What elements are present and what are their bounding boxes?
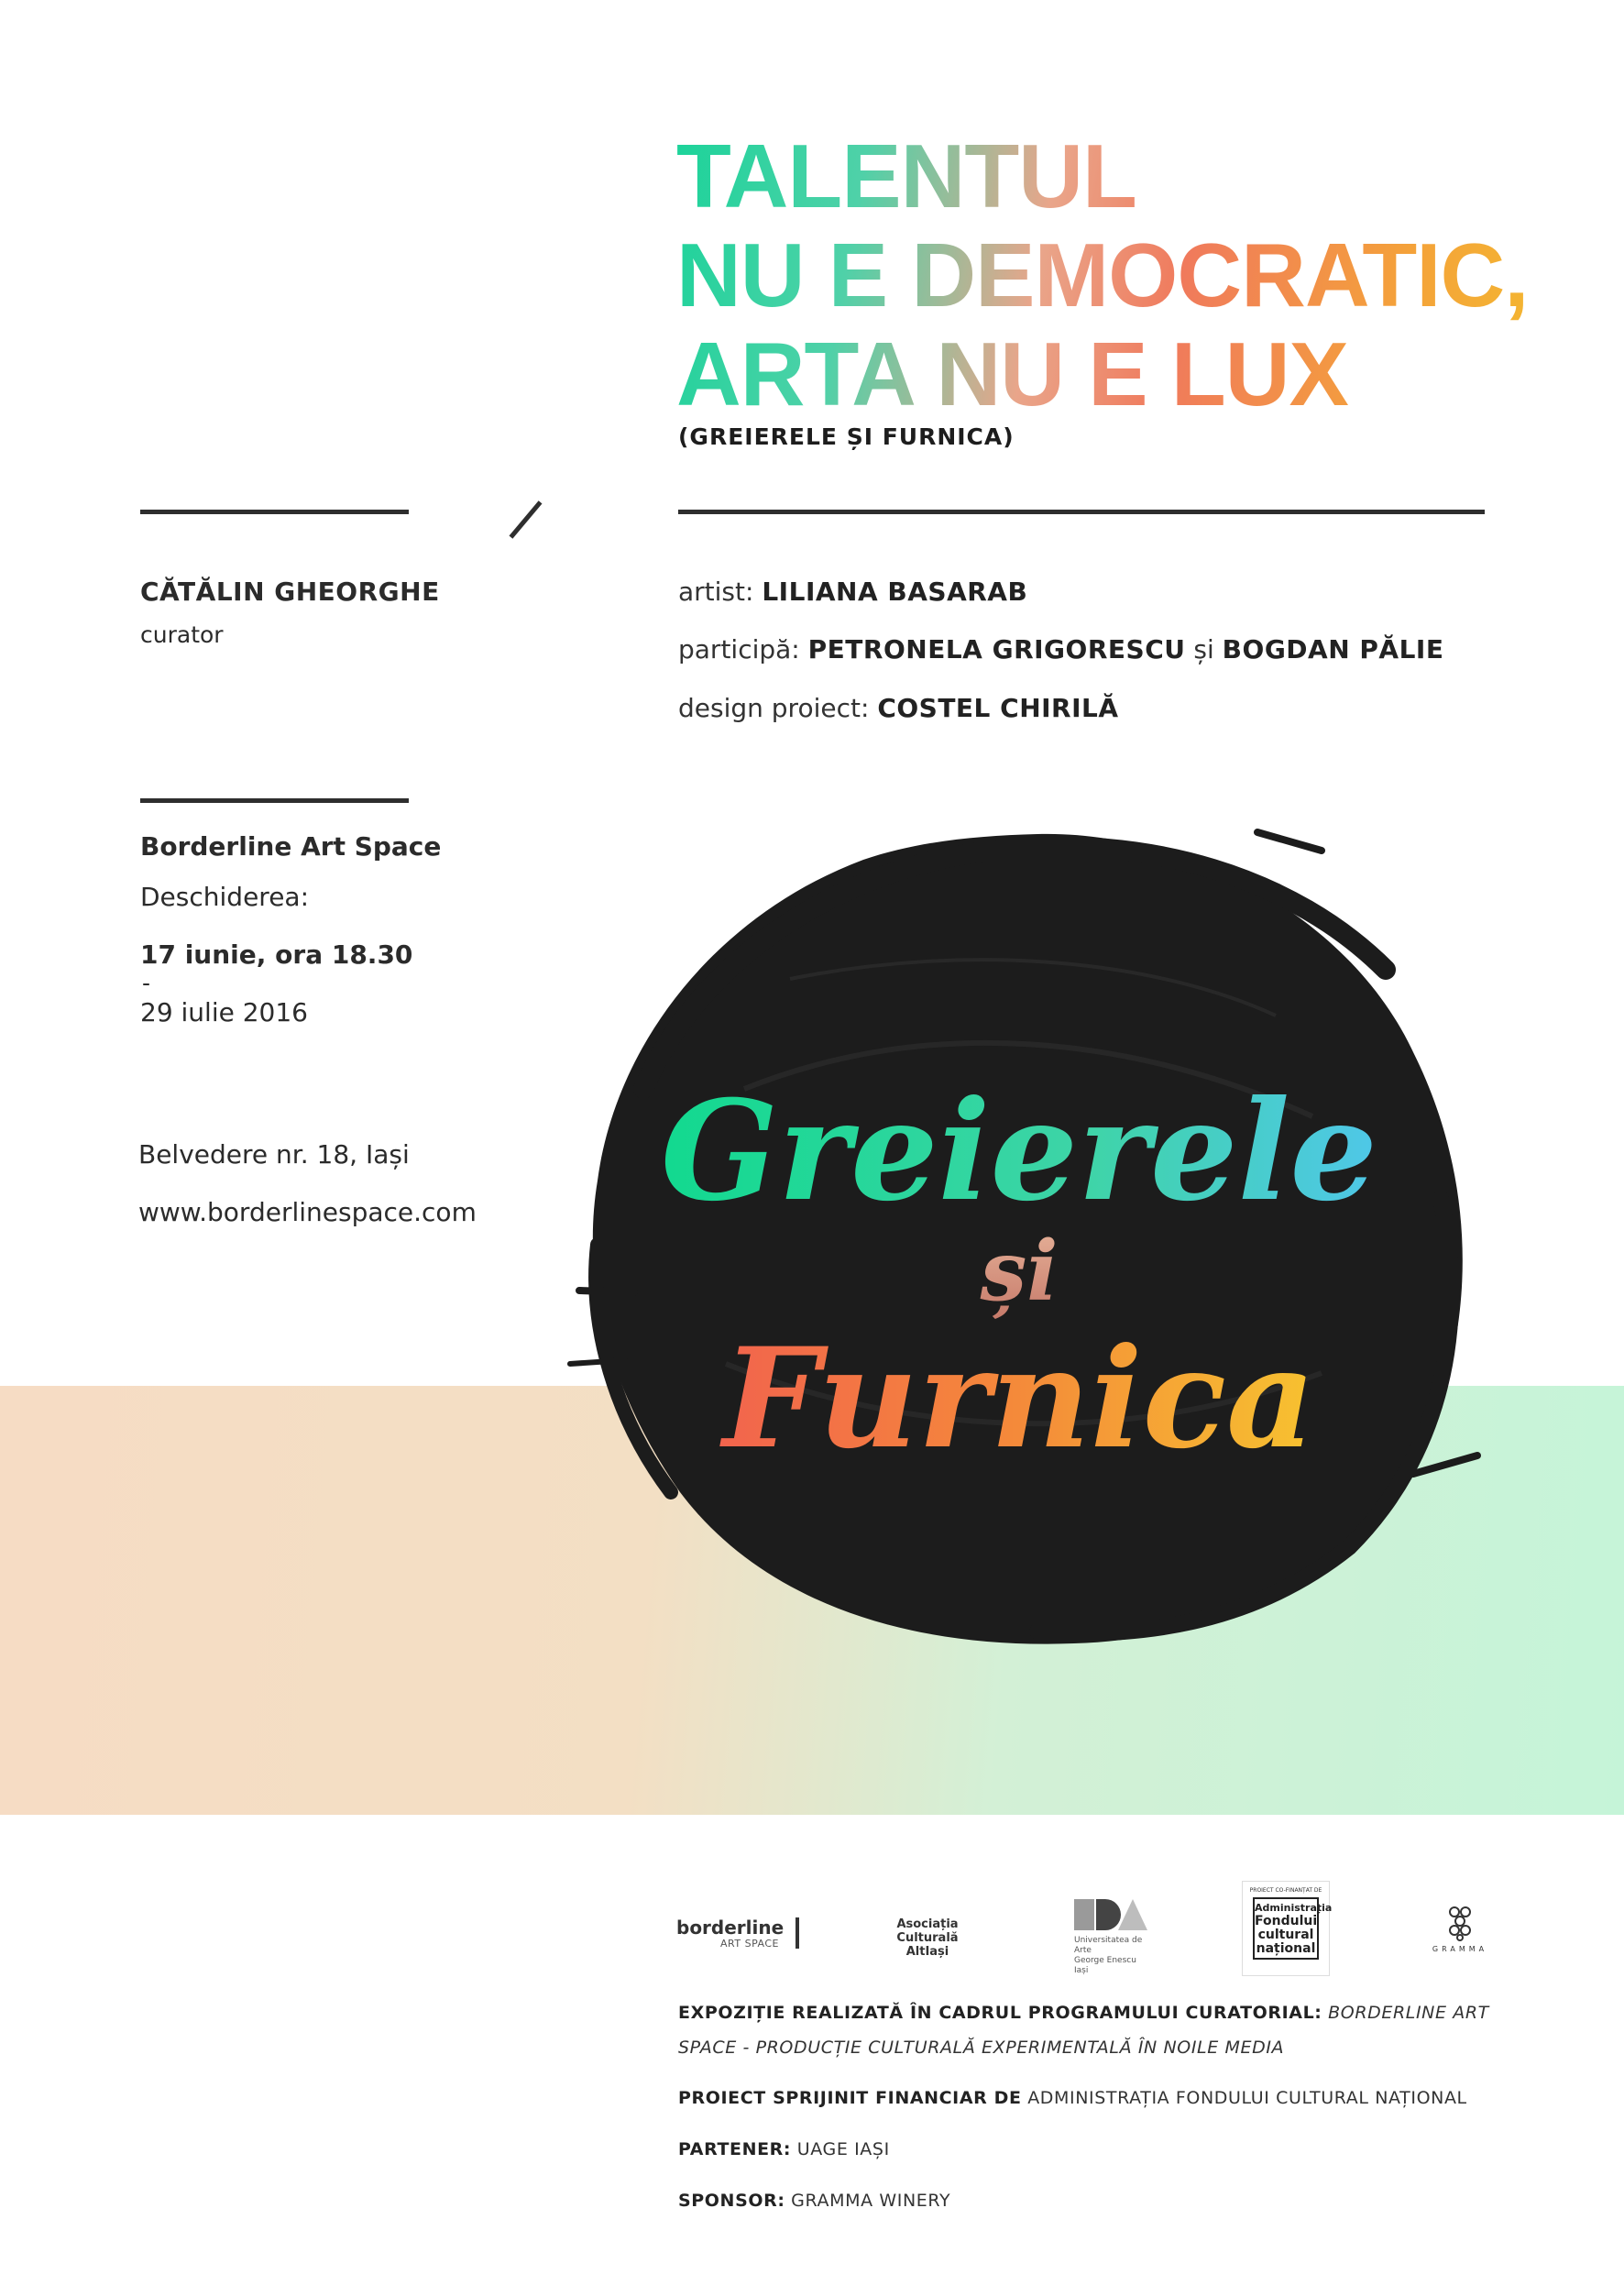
divider-left-top — [140, 510, 409, 514]
curator-name: CĂTĂLIN GHEORGHE — [140, 577, 440, 607]
participants-label: participă: — [678, 634, 800, 665]
credit-participants — [678, 634, 1443, 665]
opening-label: Deschiderea: — [140, 882, 310, 912]
footer-funding — [678, 2081, 1540, 2115]
logo-afcn-top: PROIECT CO-FINANȚAT DE — [1249, 1887, 1322, 1894]
design-label: design proiect: — [678, 693, 870, 723]
logo-borderline-bar — [796, 1917, 799, 1949]
footer-partner — [678, 2132, 1540, 2167]
title-line-2: NU E DEMOCRATIC, — [676, 225, 1529, 325]
footer-sponsor — [678, 2183, 1540, 2218]
design-name: COSTEL CHIRILĂ — [877, 693, 1119, 723]
logo-afcn-line1: Administrația — [1255, 1902, 1333, 1914]
venue-address: Belvedere nr. 18, Iași — [138, 1139, 410, 1170]
date-dash: - — [142, 970, 151, 996]
opening-date: 17 iunie, ora 18.30 — [140, 939, 413, 970]
funding-value: ADMINISTRAȚIA FONDULUI CULTURAL NAȚIONAL — [1027, 2088, 1467, 2108]
credit-design — [678, 693, 1119, 723]
logo-afcn-line4: național — [1256, 1941, 1316, 1956]
logo-afcn-line2: Fondului — [1255, 1914, 1318, 1928]
footer-program — [678, 1995, 1540, 2065]
title-line-1: TALENTUL — [676, 126, 1136, 226]
curator-role: curator — [140, 621, 224, 648]
logo-uage-line2: George Enescu — [1074, 1956, 1136, 1965]
closing-date: 29 iulie 2016 — [140, 997, 308, 1027]
ink-circle-artwork — [561, 814, 1485, 1661]
poster-subtitle: (GREIERELE ȘI FURNICA) — [678, 423, 1015, 450]
logo-uage — [1074, 1899, 1157, 1976]
artwork-word-3: Furnica — [722, 1318, 1316, 1479]
grape-icon — [1444, 1905, 1476, 1941]
sponsor-label: SPONSOR: — [678, 2191, 785, 2211]
partner-value: UAGE IAȘI — [796, 2139, 890, 2159]
venue-website[interactable]: www.borderlinespace.com — [138, 1197, 477, 1227]
divider-right-top — [678, 510, 1485, 514]
logo-afcn-line3: cultural — [1257, 1928, 1314, 1942]
slash-divider — [510, 500, 543, 539]
participants-and: și — [1193, 634, 1214, 665]
venue-name: Borderline Art Space — [140, 831, 442, 862]
sponsor-value: GRAMMA WINERY — [791, 2191, 951, 2211]
credit-artist — [678, 577, 1027, 607]
logo-uage-line3: Iași — [1074, 1966, 1089, 1975]
logo-altiasi-line2: AltIași — [905, 1945, 949, 1959]
divider-left-middle — [140, 798, 409, 803]
program-value: BORDERLINE ART SPACE - PRODUCȚIE CULTURALĂ EXPERIMENTALĂ ÎN NOILE MEDIA — [678, 2003, 1489, 2058]
poster-title — [676, 126, 1593, 423]
logo-borderline — [676, 1917, 799, 1950]
logo-gramma-label: GRAMMA — [1432, 1945, 1488, 1953]
artist-name: LILIANA BASARAB — [762, 577, 1028, 607]
logo-afcn — [1242, 1881, 1333, 1976]
logo-altiasi — [873, 1917, 982, 1959]
participant-2: BOGDAN PĂLIE — [1222, 634, 1444, 665]
logo-borderline-main: borderline — [676, 1917, 785, 1939]
logo-altiasi-line1: Asociația Culturală — [896, 1917, 959, 1945]
logo-uage-mark — [1074, 1899, 1147, 1932]
funding-label: PROIECT SPRIJINIT FINANCIAR DE — [678, 2088, 1022, 2108]
artwork-word-1: Greierele — [661, 1071, 1377, 1232]
participant-1: PETRONELA GRIGORESCU — [807, 634, 1186, 665]
logo-borderline-sub: ART SPACE — [720, 1938, 779, 1950]
program-label: EXPOZIȚIE REALIZATĂ ÎN CADRUL PROGRAMULUI CURATORIAL: — [678, 2003, 1322, 2023]
artist-label: artist: — [678, 577, 754, 607]
logo-uage-line1: Universitatea de Arte — [1074, 1936, 1143, 1955]
artwork-word-2: și — [980, 1223, 1059, 1320]
logo-gramma — [1428, 1905, 1492, 1953]
title-line-3: ARTA NU E LUX — [676, 324, 1348, 424]
partner-label: PARTENER: — [678, 2139, 792, 2159]
